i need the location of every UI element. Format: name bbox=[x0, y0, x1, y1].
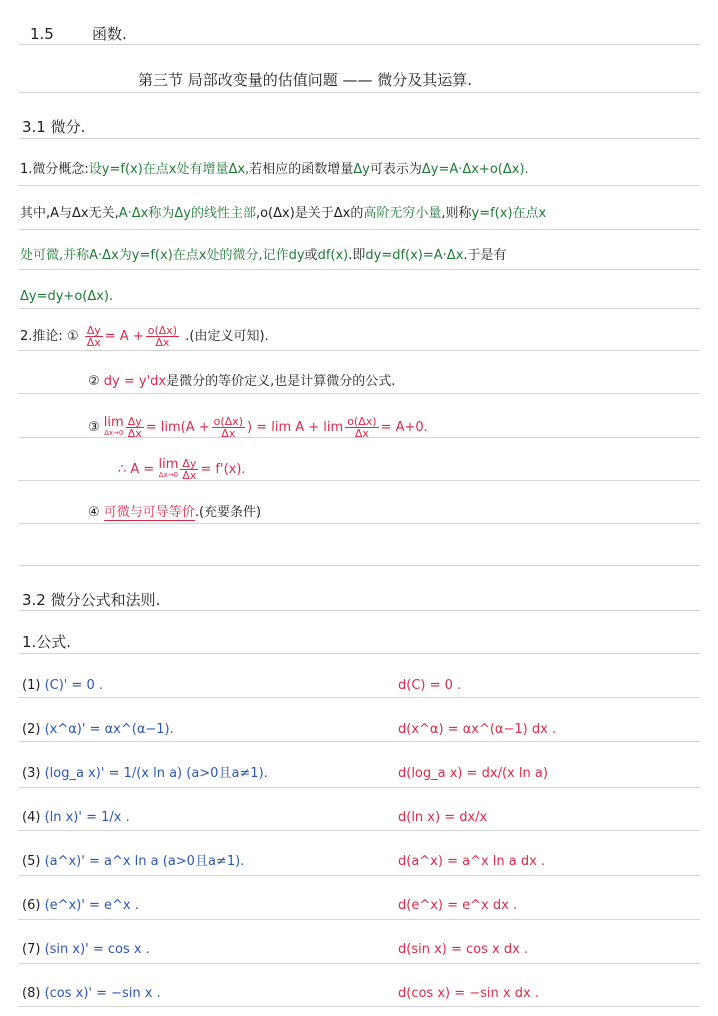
concept-lead: 1.微分概念: bbox=[20, 162, 89, 177]
note-text: .(充要条件) bbox=[194, 505, 262, 520]
section-title: 函数. bbox=[92, 25, 127, 43]
concept-text: 设y=f(x)在点x处有增量Δx, bbox=[88, 162, 250, 177]
formulas-lead: 1.公式. bbox=[22, 633, 72, 651]
derivative-formula: (sin x)' = cos x . bbox=[44, 942, 150, 957]
differential-formula: d(log_a x) = dx/(x ln a) bbox=[398, 766, 548, 781]
formula-row bbox=[22, 764, 268, 784]
differential-formula: d(ln x) = dx/x bbox=[398, 810, 488, 825]
concept-line-3 bbox=[20, 246, 507, 266]
differential-formula: d(x^α) = αx^(α−1) dx . bbox=[398, 722, 557, 737]
formula-row bbox=[22, 720, 174, 740]
concept-line-2 bbox=[20, 204, 546, 224]
section-number: 1.5 bbox=[30, 25, 54, 43]
concept-text: Δy=A·Δx+o(Δx). bbox=[421, 162, 529, 177]
derivative-formula: (log_a x)' = 1/(x ln a) (a>0且a≠1). bbox=[44, 766, 268, 781]
row-number: (1) bbox=[22, 678, 41, 693]
fraction: $\frac{o(\Delta x)}{\Delta x}$ bbox=[213, 415, 243, 440]
inference-2 bbox=[88, 372, 395, 392]
concept-text: 高阶无穷小量 bbox=[363, 206, 442, 221]
derivative-formula: (C)' = 0 . bbox=[44, 678, 104, 693]
concept-line-1 bbox=[20, 160, 529, 180]
equation-text: ∴ A = bbox=[118, 462, 155, 477]
concept-text: Δy bbox=[353, 162, 370, 177]
equation-text: 可微与可导等价 bbox=[103, 505, 195, 520]
row-number: (7) bbox=[22, 942, 41, 957]
concept-text: 处可微 bbox=[20, 248, 60, 263]
equation-text: dy = y'dx bbox=[103, 374, 167, 389]
equation-text: = f'(x). bbox=[200, 462, 246, 477]
formula-row bbox=[22, 676, 103, 696]
formula-row bbox=[22, 940, 150, 960]
concept-text: 或 bbox=[304, 248, 318, 263]
derivative-formula: (a^x)' = a^x ln a (a>0且a≠1). bbox=[44, 854, 245, 869]
concept-text: 其中,A与Δx无关, bbox=[20, 206, 119, 221]
item-number: ② bbox=[88, 374, 100, 389]
row-number: (5) bbox=[22, 854, 41, 869]
note-text: 是微分的等价定义,也是计算微分的公式. bbox=[166, 374, 396, 389]
equation-text: = A + bbox=[104, 329, 144, 344]
derivative-formula: (x^α)' = αx^(α−1). bbox=[44, 722, 174, 737]
fraction: $\frac{\Delta y}{\Delta x}$ bbox=[127, 415, 142, 440]
inference-1 bbox=[20, 325, 269, 348]
formula-row bbox=[22, 984, 161, 1004]
inference-3 bbox=[88, 416, 428, 439]
row-number: (4) bbox=[22, 810, 41, 825]
limit: lim Δx→0 bbox=[103, 414, 124, 437]
row-number: (8) bbox=[22, 986, 41, 1001]
concept-text: .即 bbox=[348, 248, 366, 263]
differential-formula: d(a^x) = a^x ln a dx . bbox=[398, 854, 546, 869]
limit: lim Δx→0 bbox=[158, 456, 179, 479]
fraction: $\frac{\Delta y}{\Delta x}$ bbox=[86, 324, 101, 349]
row-number: (2) bbox=[22, 722, 41, 737]
concept-line-4: Δy=dy+o(Δx). bbox=[20, 289, 114, 304]
differential-formula: d(cos x) = −sin x dx . bbox=[398, 986, 539, 1001]
differential-formula: d(e^x) = e^x dx . bbox=[398, 898, 518, 913]
concept-text: ,则称 bbox=[441, 206, 472, 221]
equation-text: = A+0. bbox=[380, 420, 428, 435]
differential-formula: d(C) = 0 . bbox=[398, 678, 462, 693]
row-number: (3) bbox=[22, 766, 41, 781]
item-number: ③ bbox=[88, 420, 100, 435]
concept-text: y=f(x)在点x bbox=[471, 206, 547, 221]
equation-text: = lim(A + bbox=[145, 420, 210, 435]
inference-conclusion bbox=[118, 458, 246, 481]
concept-text: 若相应的函数增量 bbox=[249, 162, 354, 177]
concept-text: dy=df(x)=A·Δx bbox=[365, 248, 464, 263]
item-number: ④ bbox=[88, 505, 100, 520]
concept-text: ,并称A·Δx为y=f(x)在点x处的微分,记作 bbox=[59, 248, 289, 263]
fraction: $\frac{o(\Delta x)}{\Delta x}$ bbox=[147, 324, 178, 349]
concept-text: dy bbox=[288, 248, 305, 263]
chapter-title: 第三节 局部改变量的估值问题 —— 微分及其运算. bbox=[138, 71, 473, 89]
note-text: .(由定义可知). bbox=[185, 329, 269, 344]
inference-lead: 2.推论: bbox=[20, 329, 63, 344]
fraction: $\frac{\Delta y}{\Delta x}$ bbox=[182, 457, 197, 482]
fraction: $\frac{o(\Delta x)}{\Delta x}$ bbox=[347, 415, 377, 440]
differential-formula: d(sin x) = cos x dx . bbox=[398, 942, 529, 957]
derivative-formula: (ln x)' = 1/x . bbox=[44, 810, 130, 825]
heading-3-2: 3.2 微分公式和法则. bbox=[22, 591, 161, 609]
equation-text: ) = lim A + lim bbox=[247, 420, 344, 435]
concept-text: ,o(Δx)是关于Δx的 bbox=[255, 206, 364, 221]
heading-3-1: 3.1 微分. bbox=[22, 118, 86, 136]
formula-row bbox=[22, 852, 244, 872]
formula-row bbox=[22, 896, 139, 916]
derivative-formula: (cos x)' = −sin x . bbox=[44, 986, 161, 1001]
concept-text: 可表示为 bbox=[369, 162, 422, 177]
row-number: (6) bbox=[22, 898, 41, 913]
item-number: ① bbox=[66, 329, 79, 344]
formula-row bbox=[22, 808, 130, 828]
inference-4 bbox=[88, 503, 261, 523]
concept-text: .于是有 bbox=[463, 248, 507, 263]
derivative-formula: (e^x)' = e^x . bbox=[44, 898, 139, 913]
concept-text: A·Δx称为Δy的线性主部 bbox=[118, 206, 256, 221]
concept-text: df(x) bbox=[317, 248, 349, 263]
